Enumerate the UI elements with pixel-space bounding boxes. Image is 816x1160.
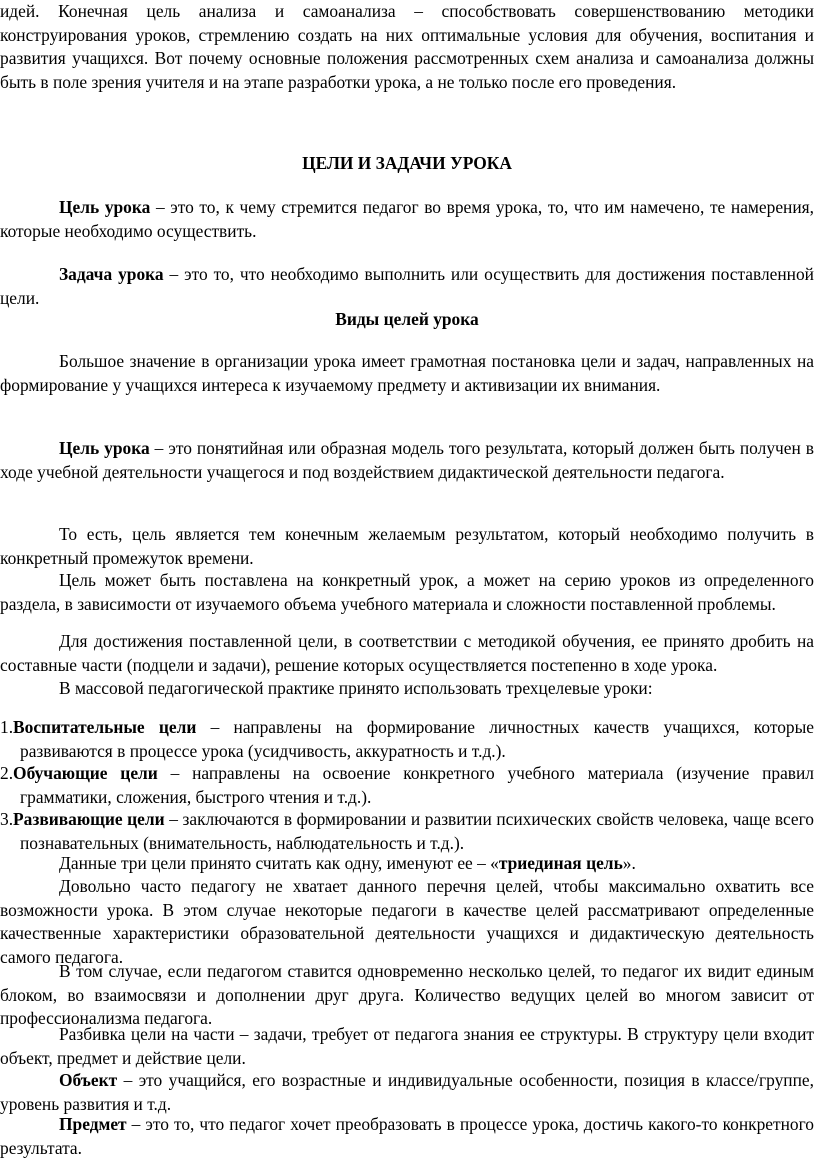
list-item [0,762,814,809]
term-triune-goal: триединая цель [498,853,623,873]
section-heading: ЦЕЛИ И ЗАДАЧИ УРОКА [302,153,512,173]
term-subject: Предмет [59,1114,127,1134]
list-term: Воспитательные цели [13,717,197,738]
lesson-goal-definition-2 [0,437,814,484]
breakdown-paragraph: Разбивка цели на части – задачи, требует от педагога знания ее структуры. В структуру цели входит объект, предмет и действие цели. [0,1024,814,1068]
list-term: Обучающие цели [13,763,158,784]
that-is-paragraph: То есть, цель является тем конечным желаемым результатом, который необходимо получить в конкретный промежуток времени. [0,524,814,568]
practice-paragraph: В массовой педагогической практике принято использовать трехцелевые уроки: [59,678,653,698]
several-goals-paragraph: В том случае, если педагогом ставится одновременно несколько целей, то педагог их видит единым блоком, во взаимосвязи и дополнении друг друга. Количество ведущих целей во многом зависит от профессионализма педагога. [0,961,814,1029]
term-object: Объект [59,1070,118,1090]
object-definition [0,1069,814,1116]
list-number: 2. [0,763,14,784]
list-text: – направлены на освоение конкретного учебного материала (изучение правил грамматики, сложения, быстрого чтения и т.д.). [20,763,814,807]
lesson-goal-definition [0,196,814,243]
list-number: 3. [0,809,14,830]
list-item [0,808,814,855]
term-lesson-goal-2: Цель урока [59,438,150,458]
goal-set-paragraph: Цель может быть поставлена на конкретный урок, а может на серию уроков из определенного раздела, в зависимости от изучаемого объема учебного материала и сложности поставленной проблемы. [0,570,814,614]
often-paragraph: Довольно часто педагогу не хватает данного перечня целей, чтобы максимально охватить все возможности урока. В этом случае некоторые педагоги в качестве целей рассматривают определенные качественные характеристики образовательной деятельности учащихся и дидактическую деятельность самого педагога. [0,876,814,967]
list-text: – заключаются в формировании и развитии психических свойств человека, чаще всего познавательных (внимательность, наблюдательность и т.д.). [20,809,815,853]
lesson-task-definition [0,263,814,310]
intro-paragraph: идей. Конечная цель анализа и самоанализа – способствовать совершенствованию методики конструирования уроков, стремлению создать на них оптимальные условия для обучения, воспитания и развития учащихся. Вот почему основные положения рассмотренных схем анализа и самоанализа должны быть в поле зрения учителя и на этапе разработки урока, а не только после его проведения. [0,1,814,92]
subject-text: – это то, что педагог хочет преобразовать в процессе урока, достичь какого-то конкретного результата. [0,1114,814,1158]
list-term: Развивающие цели [13,809,165,830]
term-lesson-task: Задача урока [59,264,164,284]
object-text: – это учащийся, его возрастные и индивидуальные особенности, позиция в классе/группе, уровень развития и т.д. [0,1070,814,1114]
lesson-goal-text: – это то, к чему стремится педагог во время урока, то, что им намечено, те намерения, которые необходимо осуществить. [0,197,815,241]
term-lesson-goal: Цель урока [59,197,151,217]
triune-after: ». [622,853,636,873]
list-item [0,716,814,763]
lesson-goal-text-2: – это понятийная или образная модель того результата, который должен быть получен в ходе учебной деятельности учащегося и под воздействием дидактической деятельности педагога. [0,438,814,482]
list-number: 1. [0,717,14,738]
list-text: – направлены на формирование личностных качеств учащихся, которые развиваются в процессе урока (усидчивость, аккуратность и т.д.). [20,717,814,761]
subsection-heading: Виды целей урока [335,309,479,329]
importance-paragraph: Большое значение в организации урока имеет грамотная постановка цели и задач, направленных на формирование у учащихся интереса к изучаемому предмету и активизации их внимания. [0,351,814,395]
triune-before: Данные три цели принято считать как одну, именуют ее – « [59,853,499,873]
subject-definition [0,1113,814,1160]
lesson-task-text: – это то, что необходимо выполнить или осуществить для достижения поставленной цели. [0,264,814,308]
triune-goal-paragraph [0,852,814,876]
to-achieve-paragraph: Для достижения поставленной цели, в соответствии с методикой обучения, ее принято дробить на составные части (подцели и задачи), решение которых осуществляется постепенно в ходе урока. [0,631,814,675]
